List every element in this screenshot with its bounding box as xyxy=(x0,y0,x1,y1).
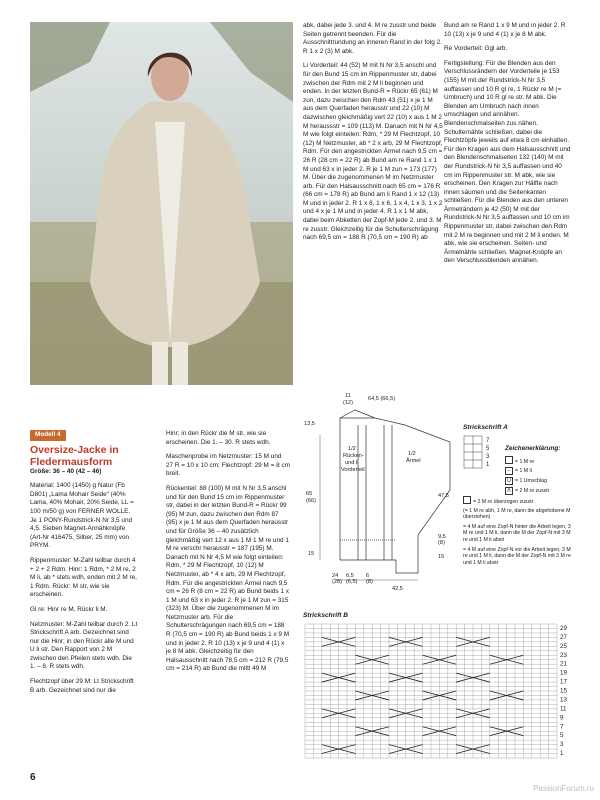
legend-text: = 1 M re xyxy=(515,458,535,465)
text-paragraph: Hinr; in den Rückr die M str, wie sie erscheinen. Die 1. – 30. R stets wdh. xyxy=(166,430,271,446)
dim-label: 6 xyxy=(366,573,370,579)
chart-a-row: 1 xyxy=(486,462,490,468)
legend-item xyxy=(505,467,575,475)
chart-b-row-label: 13 xyxy=(560,696,567,704)
legend-text: = 1 Umschlag xyxy=(515,478,547,485)
dim-label: (6,5) xyxy=(346,579,358,585)
legend-text: (= 1 M re abh, 1 M re, dann die abgehobene M überziehen) xyxy=(463,507,571,521)
legend-extra xyxy=(463,496,573,566)
model-size: Größe: 36 – 40 (42 – 46) xyxy=(30,467,102,475)
instructions-mid2 xyxy=(166,430,290,680)
chart-b-row-label: 19 xyxy=(560,669,567,677)
legend-symbol-box: Λ xyxy=(505,487,513,495)
dim-label: Ärmel xyxy=(406,458,421,464)
dim-label: 24 xyxy=(332,573,339,579)
legend-text: = 2 M re überzogen zusstr xyxy=(473,499,534,505)
material-text: Material: 1400 (1450) g Natur (Fb D801) „Lama Mohair Seide“ (40% Lama, 40% Mohair, 20% Seide, LL = 100 m/50 g) von FERNER WOLLE. Je 1 PONY-Rundstrick-N Nr 3,5 und 4,5. Sieben Magnet-Annähknöpfe (Art-Nr 416475, Silber, 25 mm) von PRYM. xyxy=(30,482,134,550)
legend-item xyxy=(505,487,575,495)
legend-item xyxy=(463,547,573,567)
text-paragraph: Re Vorderteil: Ggl arb. xyxy=(444,45,508,53)
legend-text: = 4 M auf eine Zopf-N hinter die Arbeit legen, 3 M re und 1 M li, dann die M der Zopf-N mit 3 M re und 1 M li abstr xyxy=(463,523,571,543)
legend-text: = 1 M li xyxy=(515,468,532,475)
chart-b-title: Strickschrift B xyxy=(303,612,349,619)
chart-b-row-label: 23 xyxy=(560,651,567,659)
dim-label: 65 xyxy=(306,491,313,497)
dim-label: 15 xyxy=(308,551,315,557)
chart-b-row-label: 17 xyxy=(560,678,567,686)
text-paragraph: Rückenteil: 88 (100) M mit N Nr 3,5 anschl und für den Bund 15 cm im Rippenmuster str, dabei in der letzten Bund-R = Rückr 99 (95) M zun, dazu zwischen den Rdm 87 (95) x je 1 M aus dem Querfaden herausstr und für Größe 36 – 40 zusätzlich gleichmäßig vert 12 x aus 1 M 1 M re und 1 M re verschr herausstr = 187 (195) M. Danach mit N Nr 4,5 M wie folgt einteilen: Rdm, * 29 M Flechtzopf, 10 (12) M Netzmuster, ab * 4 x arb, 29 M Flechtzopf, Rdm. Für die angestrickten Ärmel nach 9,5 cm = 26 R (8 cm = 22 R) ab Bund beids 1 x 1 M und 63 x in jeder 2. R je 1 M zun = 315 (323) M. Über die zugenommenen M im Netzmuster arb. Für die Schulterschrägungen nach 69,5 cm = 188 R (70,5 cm = 190 R) ab Bund beids 1 x 9 M und in jeder 2. R 10 (13) x je 9 und 4 (1) x je 8 M abk. Gleichzeitig für den Halsausschnitt nach 78,5 cm = 212 R (79,5 cm = 214 R) ab Bund die mittl 49 M xyxy=(166,484,290,673)
chart-b-row-label: 25 xyxy=(560,642,567,650)
chart-b-row-label: 11 xyxy=(560,705,567,713)
legend xyxy=(505,446,575,497)
text-paragraph: Maschenprobe im Netzmuster: 15 M und 27 R = 10 x 10 cm; Flechtzopf: 29 M = 8 cm breit. xyxy=(166,453,290,478)
dim-label: (8) xyxy=(366,579,373,585)
dim-label: 6,5 xyxy=(346,573,354,579)
chart-a-grid xyxy=(462,434,502,470)
dim-label: 47,5 xyxy=(438,493,449,499)
dim-label: 9,5 xyxy=(438,534,446,540)
dim-label: (12) xyxy=(343,400,353,406)
model-title-line2: Fledermausform xyxy=(30,455,113,468)
text-paragraph: Li Vorderteil: 44 (52) M mit N Nr 3,5 anschl und für den Bund 15 cm im Rippenmuster str, dabei zwischen der Rdm mit 2 M li beginnen und enden. In der letzten Bund-R = Rückr 65 (61) M zun, dazu zwischen den Rdm 43 (51) x je 1 M aus dem Querfaden herausstr und 22 (10) M dazwischen gleichmäßig vert 22 (10) x aus 1 M 2 M heraussstr = 109 (113) M. Danach mit N Nr 4,5 M wie folgt einteilen: Rdm, * 29 M Flechtzopf, 10 (12) M Netzmuster, ab * 2 x arb, 29 M Flechtzopf, Rdm. Für den angestrickten Ärmel nach 9,5 cm = 26 R (28 cm = 22 R) ab Bund am re Rand 1 x 1 M und 63 x in jeder 2. R je 1 M zun = 173 (177) M. Über die zugenommenen M im Netzmuster arb. Für den Halsausschnitt nach 65 cm = 176 R (66 cm = 178 R) ab Bund am li Rand 1 x 12 (13) M und in jeder 2. R 1 x 8, 1 x 6, 1 x 4, 1 x 3, 1 x 2 und 4 x je 1 M und in jeder 4. R 1 x 1 M abk, dabei beim Abketten der Zopf-M jede 2. und 3. M re zusstr. Gleichzeitig für die Schulterschrägung nach 69,5 cm = 188 R (70,5 cm = 190 R) ab xyxy=(303,62,443,242)
dim-label: (66) xyxy=(306,498,316,504)
chart-b-grid xyxy=(303,622,575,762)
dim-label: (8) xyxy=(438,540,445,546)
page-number: 6 xyxy=(30,772,36,783)
dim-label: (28) xyxy=(332,579,342,585)
dim-label: Rücken- xyxy=(343,453,364,459)
chart-b-row-label: 1 xyxy=(560,750,564,758)
chart-b-row-label: 9 xyxy=(560,714,564,722)
instructions-top-mid xyxy=(303,22,443,249)
flecht-text: Flechtzopf über 29 M: Lt Strickschrift B arb. Gezeichnet sind nur die xyxy=(30,678,134,694)
chart-a-row: 5 xyxy=(486,446,490,452)
model-tag: Modell 4 xyxy=(30,430,66,441)
dim-label: 1/2 xyxy=(348,446,356,452)
gl-text: Gl re: Hinr re M, Rückr li M. xyxy=(30,605,108,613)
text-paragraph: Fertigstellung: Für die Blenden aus den Verschlussrändern der Vorderteile je 153 (155) M mit der Rundstrick-N Nr 3,5 auffassen und 10 R gl re, 1 Rückr re M (= Umbruch) und 10 R gl re str. M abk. Die Blenden am Umbruch nach innen umschlagen und annähen. Blendenschmalseiten zus nähen. Schulternähte schließen, dabei die Flechtzöpfe jeweils auf etwa 8 cm einhalten. Für den Kragen aus dem Halsausschnitt und den Blendenschmalseiten 132 (140) M mit der Rundstrick-N Nr 3,5 auffassen und 40 cm im Rippenmuster str. M abk, wie sie erscheinen. Den Kragen zur Hälfte nach innen säumen und die Seitenkanten schließen. Für die Blenden aus den unteren Ärmelrändern je 42 (50) M mit der Rundstrick-N Nr 3,5 auffassen und 10 cm im Rippenmuster str, dabei zwischen den Rdm mit 2 M re beginnen und mit 2 M li enden. M abk, wie sie erscheinen. Seiten- und Ärmelnähte schließen. Magnet-Knöpfe an den Verschlussblenden annähen. xyxy=(444,59,571,265)
dim-label: 64,5 (66,5) xyxy=(368,396,396,402)
text-paragraph: Bund am re Rand 1 x 9 M und in jeder 2. R 10 (13) x je 9 und 4 (1) x je 8 M abk. xyxy=(444,22,566,38)
dim-label: und li xyxy=(345,460,359,466)
text-paragraph: abk, dabei jede 3. und 4. M re zusstr und beide Seiten getrennt beenden. Für die Ausschnittrundung an inneren Rand in der folg 2. R 1 x 2 (3) M abk. xyxy=(303,22,442,55)
netz-text: Netzmuster: M-Zahl teilbar durch 2. Lt Strickschrift A arb. Gezeichnet sind nur die Hinr; in den Rückr alle M und U li str. Den Rapport von 2 M zwischen den Pfeilen stets wdh. Die 1. – 8. R stets wdh. xyxy=(30,620,138,671)
chart-a-row: 7 xyxy=(486,438,490,444)
chart-b-row-label: 15 xyxy=(560,687,567,695)
footer-watermark: PassionForum.ru xyxy=(533,784,594,793)
instructions-top-right xyxy=(444,22,572,272)
chart-b-row-label: 29 xyxy=(560,625,567,632)
legend-symbol-box: U xyxy=(505,477,513,485)
legend-item xyxy=(463,524,573,544)
garment-schematic xyxy=(300,385,458,600)
dim-label: Vorderteil xyxy=(341,467,365,473)
dim-label: 42,5 xyxy=(392,586,403,592)
chart-a-title: Strickschrift A xyxy=(463,424,508,431)
chart-b-row-label: 3 xyxy=(560,741,564,749)
model-info xyxy=(30,430,138,701)
dim-label: 1/2 xyxy=(408,451,416,457)
chart-b-row-label: 7 xyxy=(560,723,564,731)
chart-b-row-label: 5 xyxy=(560,732,564,740)
legend-text: = 2 M re zusstr xyxy=(515,488,550,495)
legend-text: = 4 M auf eine Zopf-N vor die Arbeit legen, 3 M re und 1 M li, dann die M der Zopf-N mit 3 M re und 1 M li abstr xyxy=(463,546,571,566)
legend-item xyxy=(505,477,575,485)
dim-label: 13,5 xyxy=(304,421,315,427)
legend-title: Zeichenerklärung: xyxy=(505,445,561,452)
model-photo xyxy=(30,22,293,385)
chart-b-row-label: 27 xyxy=(560,633,567,641)
dim-label: 15 xyxy=(438,554,445,560)
legend-item xyxy=(505,456,575,466)
chart-b-row-label: 21 xyxy=(560,660,567,668)
chart-a-row: 3 xyxy=(486,454,490,460)
model-title-line1: Oversize-Jacke in xyxy=(30,443,119,456)
legend-symbol-box: – xyxy=(505,467,513,475)
rippen-text: Rippenmuster: M-Zahl teilbar durch 4 + 2 + 2 Rdm. Hinr: 1 Rdm, * 2 M re, 2 M li, ab * stets wdh, enden mit 2 M re, 1 Rdm. Rückr: M str, wie sie erscheinen. xyxy=(30,556,137,599)
legend-item xyxy=(463,496,573,506)
legend-symbol-box xyxy=(505,456,513,464)
dim-label: 11 xyxy=(345,393,351,399)
legend-symbol-box xyxy=(463,496,471,504)
